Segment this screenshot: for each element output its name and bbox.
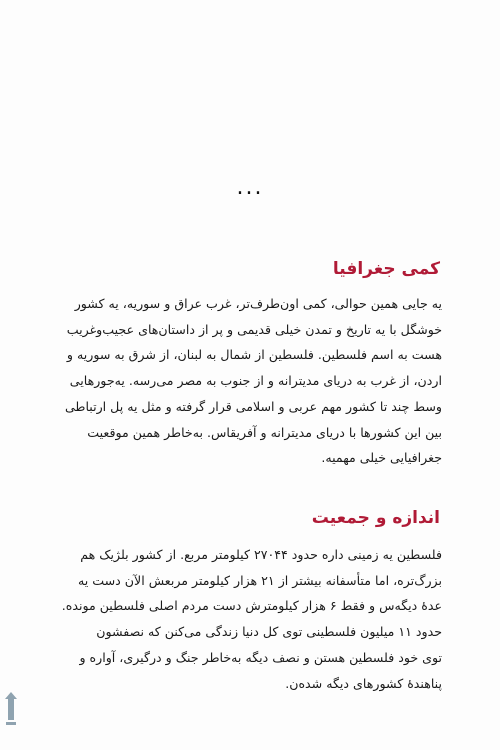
paragraph-size-population: [60, 542, 442, 696]
section-separator: ...: [236, 175, 264, 200]
section-heading-size-population: اندازه و جمعیت: [311, 508, 440, 528]
text-line: بزرگ‌تره، اما متأسفانه بیشتر از ۲۱ هزار کیلومتر مربعش الآن دست یه: [77, 572, 442, 588]
text-line: وسط چند تا کشور مهم عربی و اسلامی قرار گرفته و مثل یه پل ارتباطی: [64, 398, 442, 414]
text-line: اردن، از غرب به دریای مدیترانه و از جنوب به مصر می‌رسه. یه‌جورهایی: [69, 373, 442, 389]
section-heading-geography: کمی جغرافیا: [332, 259, 440, 279]
paragraph-geography: [60, 291, 442, 471]
text-line: جغرافیایی خیلی مهمیه.: [321, 450, 442, 466]
text-line: بین این کشورها با دریای مدیترانه و آفریقاس. به‌خاطر همین موقعیت: [87, 424, 442, 440]
text-line: عدهٔ دیگه‌س و فقط ۶ هزار کیلومترش دست مردم اصلی فلسطین مونده.: [61, 598, 442, 614]
text-line: حدود ۱۱ میلیون فلسطینی توی کل دنیا زندگی می‌کنن که نصفشون: [96, 624, 442, 640]
text-line: خوشگل با یه تاریخ و تمدن خیلی قدیمی و پر از داستان‌های عجیب‌وغریب: [66, 321, 442, 337]
text-line: هست به اسم فلسطین. فلسطین از شمال به لبنان، از شرق به سوریه و: [66, 347, 442, 363]
text-line: پناهندهٔ کشورهای دیگه شده‌ن.: [285, 675, 442, 691]
text-line: فلسطین یه زمینی داره حدود ۲۷۰۴۴ کیلومتر مربع. از کشور بلژیک هم: [80, 547, 442, 562]
publisher-logo-icon: [2, 690, 20, 728]
text-line: یه جایی همین حوالی، کمی اون‌طرف‌تر، غرب عراق و سوریه، یه کشور: [74, 296, 442, 311]
text-line: توی خود فلسطین هستن و نصف دیگه به‌خاطر جنگ و درگیری، آواره و: [79, 649, 442, 665]
